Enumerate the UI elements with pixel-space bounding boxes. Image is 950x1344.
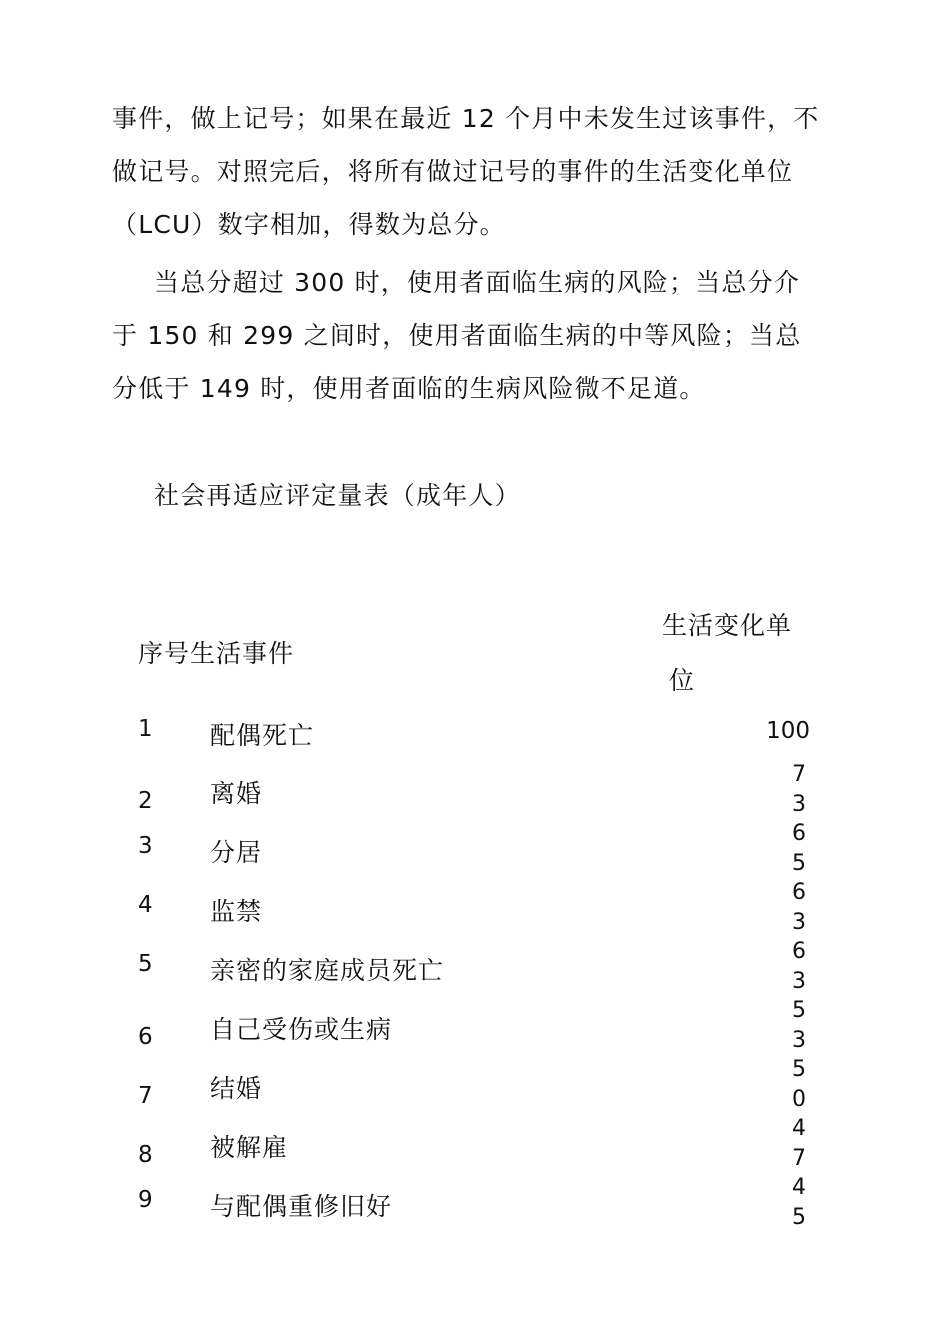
row-lcu: 45 (792, 1175, 806, 1230)
row-event: 监禁 (210, 897, 263, 926)
header-no-event: 序号生活事件 (138, 639, 295, 668)
table-row (0, 1055, 950, 1115)
row-lcu: 65 (792, 821, 806, 876)
row-number: 3 (138, 833, 153, 859)
row-number: 6 (138, 1024, 153, 1050)
row-number: 7 (138, 1083, 153, 1109)
table-row (0, 1114, 950, 1174)
row-number: 9 (138, 1187, 153, 1213)
row-number: 2 (138, 788, 153, 814)
row-event: 自己受伤或生病 (210, 1015, 393, 1044)
row-lcu: 63 (792, 939, 806, 994)
row-event: 配偶死亡 (210, 721, 315, 750)
row-lcu: 100 (766, 718, 810, 744)
row-event: 分居 (210, 838, 263, 867)
table-row (0, 819, 950, 879)
row-number: 5 (138, 951, 153, 977)
row-number: 4 (138, 892, 153, 918)
table-title: 社会再适应评定量表（成年人） (154, 481, 521, 510)
row-lcu: 53 (792, 998, 806, 1053)
paragraph-instructions: 事件，做上记号；如果在最近 12 个月中未发生过该事件，不做记号。对照完后，将所有做过记号的事件的生活变化单位（LCU）数字相加，得数为总分。 (112, 104, 820, 239)
row-number: 8 (138, 1142, 153, 1168)
row-event: 结婚 (210, 1074, 263, 1103)
header-lcu-line2: 位 (669, 666, 696, 695)
table-row (0, 937, 950, 997)
row-lcu: 50 (792, 1057, 806, 1112)
row-event: 离婚 (210, 779, 263, 808)
table-row (0, 878, 950, 938)
row-event: 亲密的家庭成员死亡 (210, 956, 445, 985)
table-row (0, 1173, 950, 1233)
row-lcu: 63 (792, 880, 806, 935)
row-lcu: 73 (792, 762, 806, 817)
table-row (0, 760, 950, 820)
row-event: 被解雇 (210, 1133, 289, 1162)
row-event: 与配偶重修旧好 (210, 1192, 393, 1221)
header-lcu (662, 598, 792, 708)
table-row (0, 996, 950, 1056)
row-number: 1 (138, 716, 153, 742)
paragraph-score-interpretation: 当总分超过 300 时，使用者面临生病的风险；当总分介于 150 和 299 之间时，使用者面临生病的中等风险；当总分低于 149 时，使用者面临的生病风险微不足道。 (112, 268, 802, 403)
row-lcu: 47 (792, 1116, 806, 1171)
header-lcu-line1: 生活变化单 (662, 611, 793, 640)
